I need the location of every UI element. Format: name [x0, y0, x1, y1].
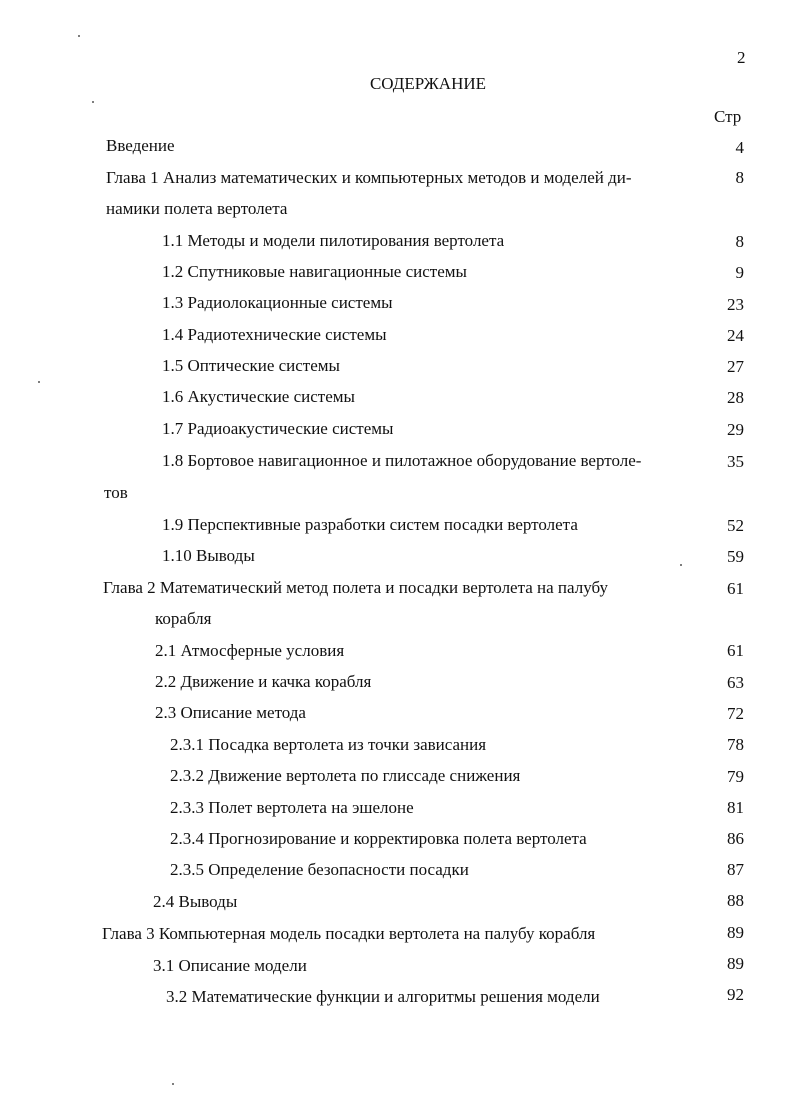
- toc-entry: 2.4 Выводы: [153, 892, 238, 911]
- toc-page: 4: [735, 138, 744, 157]
- page-title: СОДЕРЖАНИЕ: [369, 74, 487, 93]
- toc-entry: Глава 2 Математический метод полета и посадки вертолета на палубу: [103, 578, 608, 597]
- toc-entry: 1.2 Спутниковые навигационные системы: [162, 262, 467, 281]
- toc-entry: Глава 1 Анализ математических и компьютерных методов и моделей ди-: [106, 168, 632, 187]
- toc-page: 29: [727, 420, 744, 439]
- toc-entry: Глава 3 Компьютерная модель посадки вертолета на палубу корабля: [102, 924, 596, 943]
- toc-page: 72: [727, 704, 744, 723]
- toc-entry: 2.3.5 Определение безопасности посадки: [170, 860, 469, 879]
- toc-page: 63: [727, 673, 744, 692]
- toc-page: 79: [727, 767, 744, 786]
- toc-page: 9: [735, 263, 744, 282]
- toc-entry: 1.10 Выводы: [162, 546, 255, 565]
- toc-page: 88: [727, 891, 744, 910]
- toc-page: 89: [727, 954, 744, 973]
- toc-page: 86: [727, 829, 744, 848]
- toc-page: 8: [735, 232, 744, 251]
- toc-page: 28: [727, 388, 744, 407]
- toc-page: 78: [727, 735, 744, 754]
- toc-page: 8: [735, 168, 744, 187]
- toc-entry: 3.1 Описание модели: [153, 956, 307, 975]
- toc-entry-continued: тов: [104, 483, 128, 502]
- toc-page: 27: [727, 357, 744, 376]
- toc-entry: 1.4 Радиотехнические системы: [162, 325, 387, 344]
- toc-page: 87: [727, 860, 744, 879]
- toc-page: 81: [727, 798, 744, 817]
- scan-speck: [680, 564, 682, 566]
- toc-entry: 3.2 Математические функции и алгоритмы решения модели: [166, 987, 600, 1006]
- scan-speck: [38, 381, 40, 383]
- toc-entry: 1.6 Акустические системы: [162, 387, 355, 406]
- scan-speck: [172, 1083, 174, 1085]
- toc-entry-continued: намики полета вертолета: [106, 199, 288, 218]
- toc-entry: 2.3.2 Движение вертолета по глиссаде снижения: [170, 766, 521, 785]
- toc-entry: 2.3.4 Прогнозирование и корректировка полета вертолета: [170, 829, 587, 848]
- toc-entry-continued: корабля: [155, 609, 212, 628]
- toc-entry: 2.1 Атмосферные условия: [155, 641, 345, 660]
- page-number: 2: [737, 48, 746, 67]
- toc-page: 92: [727, 985, 744, 1004]
- toc-page: 89: [727, 923, 744, 942]
- toc-entry: 1.5 Оптические системы: [162, 356, 340, 375]
- scan-speck: [78, 35, 80, 37]
- page-column-header: Стр: [714, 107, 742, 126]
- toc-entry: 2.3 Описание метода: [155, 703, 306, 722]
- toc-page: 61: [727, 579, 744, 598]
- toc-entry: Введение: [106, 136, 175, 155]
- toc-page: 52: [727, 516, 744, 535]
- scan-speck: [92, 101, 94, 103]
- toc-page: 23: [727, 295, 744, 314]
- toc-entry: 2.3.1 Посадка вертолета из точки зависания: [170, 735, 487, 754]
- toc-page: 59: [727, 547, 744, 566]
- toc-entry: 1.9 Перспективные разработки систем посадки вертолета: [162, 515, 578, 534]
- toc-entry: 1.3 Радиолокационные системы: [162, 293, 393, 312]
- toc-entry: 1.7 Радиоакустические системы: [162, 419, 394, 438]
- toc-entry: 2.3.3 Полет вертолета на эшелоне: [170, 798, 414, 817]
- toc-entry: 1.8 Бортовое навигационное и пилотажное оборудование вертоле-: [162, 451, 642, 470]
- toc-entry: 2.2 Движение и качка корабля: [155, 672, 372, 691]
- toc-page: 24: [727, 326, 744, 345]
- toc-entry: 1.1 Методы и модели пилотирования вертолета: [162, 231, 505, 250]
- toc-page: 35: [727, 452, 744, 471]
- toc-page: 61: [727, 641, 744, 660]
